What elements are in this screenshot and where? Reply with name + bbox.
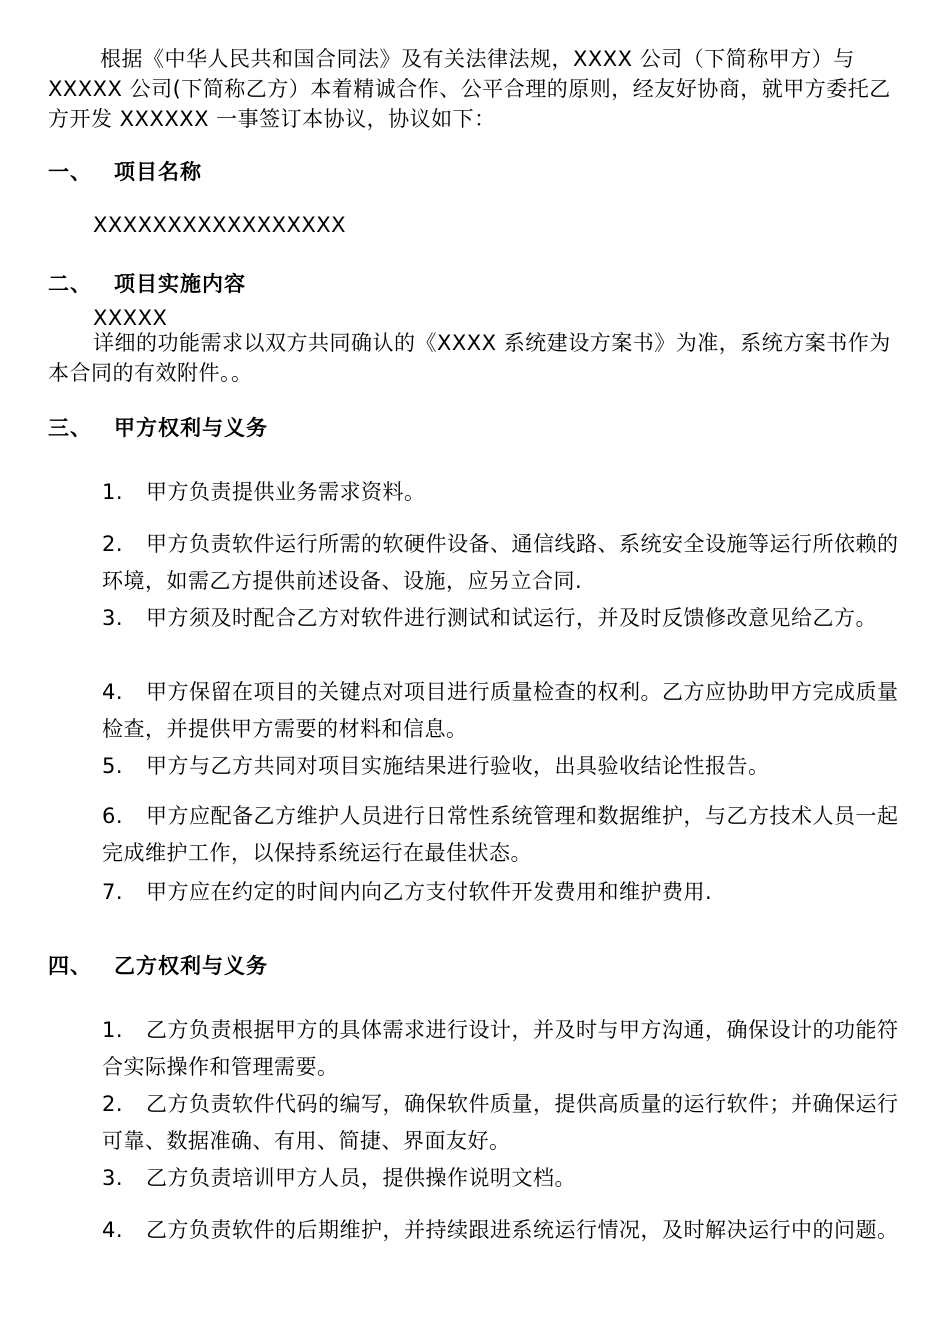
section-number: 一、 bbox=[48, 160, 92, 184]
section-title: 项目实施内容 bbox=[114, 272, 246, 296]
implementation-content-line2: 详细的功能需求以双方共同确认的《XXXX 系统建设方案书》为准，系统方案书作为本合同的有效附件。。 bbox=[48, 331, 891, 385]
section-heading-4 bbox=[48, 950, 268, 980]
section-heading-2 bbox=[48, 268, 246, 298]
list-item: 6. 甲方应配备乙方维护人员进行日常性系统管理和数据维护，与乙方技术人员一起完成维护工作，以保持系统运行在最佳状态。 bbox=[102, 804, 899, 865]
list-item: 2. 乙方负责软件代码的编写，确保软件质量，提供高质量的运行软件；并确保运行可靠、数据准确、有用、简捷、界面友好。 bbox=[102, 1092, 899, 1153]
list-item: 5. 甲方与乙方共同对项目实施结果进行验收，出具验收结论性报告。 bbox=[102, 754, 770, 778]
implementation-content-line1: XXXXX bbox=[93, 306, 168, 330]
list-item: 3. 甲方须及时配合乙方对软件进行测试和试运行，并及时反馈修改意见给乙方。 bbox=[102, 606, 877, 630]
section-title: 项目名称 bbox=[114, 160, 202, 184]
list-item: 2. 甲方负责软件运行所需的软硬件设备、通信线路、系统安全设施等运行所依赖的环境，如需乙方提供前述设备、设施，应另立合同. bbox=[102, 532, 899, 593]
list-item: 1. 甲方负责提供业务需求资料。 bbox=[102, 480, 426, 504]
section-title: 甲方权利与义务 bbox=[114, 416, 268, 440]
section-title: 乙方权利与义务 bbox=[114, 954, 268, 978]
section-number: 二、 bbox=[48, 272, 92, 296]
project-name-value: XXXXXXXXXXXXXXXXX bbox=[93, 213, 347, 237]
list-item: 4. 乙方负责软件的后期维护，并持续跟进系统运行情况，及时解决运行中的问题。 bbox=[102, 1218, 899, 1242]
section-number: 四、 bbox=[48, 954, 92, 978]
list-item: 3. 乙方负责培训甲方人员，提供操作说明文档。 bbox=[102, 1166, 576, 1190]
list-item: 7. 甲方应在约定的时间内向乙方支付软件开发费用和维护费用. bbox=[102, 880, 713, 904]
section-heading-1 bbox=[48, 156, 202, 186]
intro-paragraph bbox=[48, 44, 908, 134]
section-heading-3 bbox=[48, 412, 268, 442]
section-number: 三、 bbox=[48, 416, 92, 440]
list-item: 4. 甲方保留在项目的关键点对项目进行质量检查的权利。乙方应协助甲方完成质量检查，并提供甲方需要的材料和信息。 bbox=[102, 680, 899, 741]
intro-text: 根据《中华人民共和国合同法》及有关法律法规，XXXX 公司（下简称甲方）与 XXXXX 公司(下简称乙方）本着精诚合作、公平合理的原则，经友好协商，就甲方委托乙方开发 XXXXXX 一事签订本协议，协议如下： bbox=[48, 47, 891, 131]
list-item: 1. 乙方负责根据甲方的具体需求进行设计，并及时与甲方沟通，确保设计的功能符合实际操作和管理需要。 bbox=[102, 1018, 899, 1079]
